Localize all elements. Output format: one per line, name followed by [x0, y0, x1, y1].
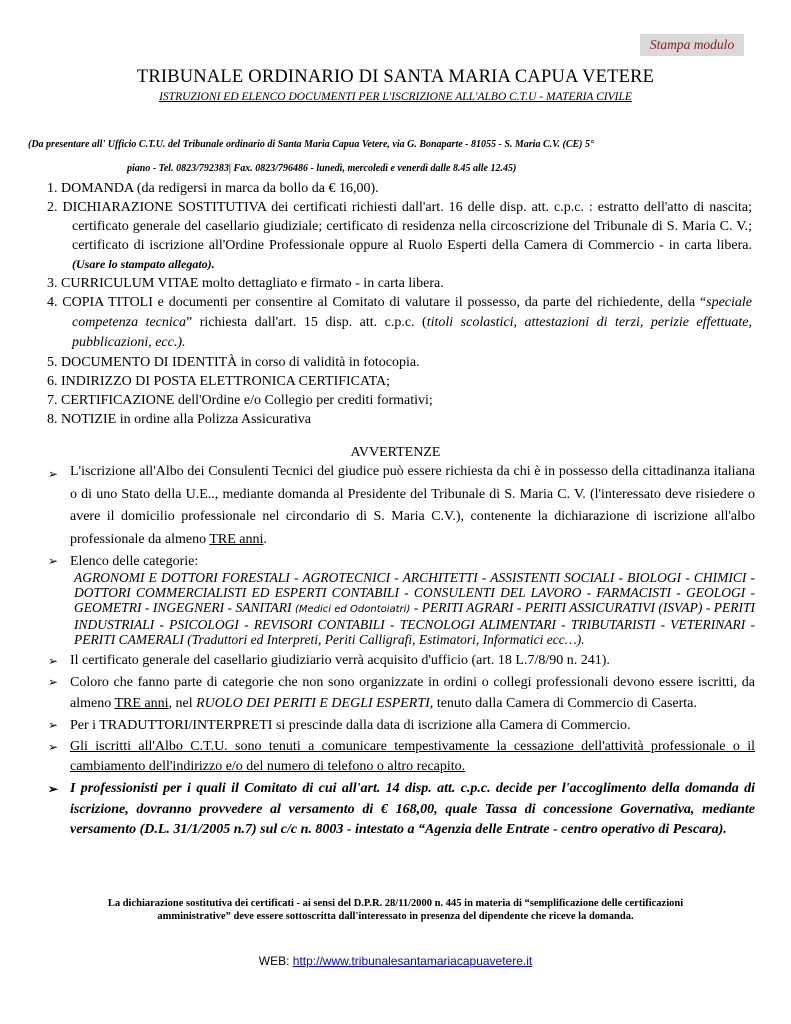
- item-text: 6. INDIRIZZO DI POSTA ELETTRONICA CERTIFICATA;: [47, 374, 391, 389]
- warning-text: L'iscrizione all'Albo dei Consulenti Tecnici del giudice può essere richiesta da chi è in possesso della cittadinanza italiana o di uno Stato della U.E.., mediante domanda al Presidente del Tribunale di S. Maria C. V. (l'interessato deve risiedere o avere il domicilio professionale nel circondario di S. Maria C.V.), contenente la dichiarazione di iscrizione all'albo professionale da almeno: [70, 464, 755, 547]
- office-info-line-2: piano - Tel. 0823/792383| Fax. 0823/796486 - lunedì, mercoledì e venerdì dalle 8.45 alle 12.45): [127, 163, 517, 174]
- item-text: 5. DOCUMENTO DI IDENTITÀ in corso di validità in fotocopia.: [47, 355, 420, 370]
- web-label: WEB:: [258, 954, 293, 968]
- print-form-button[interactable]: Stampa modulo: [640, 34, 744, 56]
- arrow-bullet-icon: ➢: [48, 467, 59, 481]
- categories-note: (Medici ed Odontoiatri): [294, 604, 411, 615]
- list-item: [47, 372, 752, 391]
- warning-underlined: TRE anni: [114, 696, 169, 711]
- warning-underlined: Gli iscritti all'Albo C.T.U. sono tenuti a comunicare tempestivamente la cessazione dell'attività professionale o il cambiamento dell'indirizzo e/o del numero di telefono o altro recapito.: [70, 739, 755, 774]
- arrow-bullet-icon: ➢: [48, 782, 59, 796]
- warning-text: I professionisti per i quali il Comitato di cui all'art. 14 disp. att. c.p.c. decide per l'accoglimento della domanda di iscrizione, dovranno provvedere al versamento di € 168,00, quale Tassa di concessione Governativa, mediante versamento (D.L. 31/1/2005 n.7) sul c/c n. 8003 - intestato a “Agenzia delle Entrate - centro operativo di Pescara).: [70, 781, 755, 837]
- warning-emphasis: RUOLO DEI PERITI E DEGLI ESPERTI,: [196, 696, 434, 711]
- item-emphasis: speciale competenza tecnica: [72, 295, 752, 330]
- website-link[interactable]: http://www.tribunalesantamariacapuavetere.it: [292, 954, 533, 968]
- item-text: 4. COPIA TITOLI e documenti per consentire al Comitato di valutare il possesso, da parte del richiedente, della “: [47, 295, 707, 310]
- list-item: [47, 391, 752, 410]
- list-item: [47, 179, 752, 198]
- categories-text: - PERITI AGRARI - PERITI ASSICURATIVI (ISVAP) - PERITI INDUSTRIALI - PSICOLOGI - REVISORI CONTABILI - TECNOLOGI ALIMENTARI - TRIBUTARISTI - VETERINARI - PERITI CAMERALI (Traduttori ed Interpreti, Periti Calligrafi, Estimatori, Informatici ecc…).: [74, 600, 756, 647]
- list-item: [47, 274, 752, 293]
- office-info-line-1: (Da presentare all' Ufficio C.T.U. del Tribunale ordinario di Santa Maria Capua Vetere, via G. Bonaparte - 81055 - S. Maria C.V. (CE) 5°: [28, 139, 594, 150]
- page-title: TRIBUNALE ORDINARIO DI SANTA MARIA CAPUA VETERE: [136, 67, 655, 87]
- list-item: [47, 198, 752, 274]
- web-footer: [0, 954, 791, 968]
- warning-underlined: TRE anni: [209, 531, 264, 547]
- warning-text: tenuto dalla Camera di Commercio di Caserta.: [433, 696, 697, 711]
- arrow-bullet-icon: ➢: [48, 675, 59, 689]
- warning-item: [48, 553, 755, 647]
- warning-item: [48, 672, 755, 714]
- footer-note-line: amministrative” deve essere sottoscritta dall'interessato in presenza del dipendente che riceve la domanda.: [157, 911, 634, 922]
- arrow-bullet-icon: ➢: [48, 654, 59, 668]
- warning-text: Il certificato generale del casellario giudiziario verrà acquisito d'ufficio (art. 18 L.7/8/90 n. 241).: [70, 653, 610, 668]
- warnings-list: [48, 461, 755, 841]
- warning-text: Elenco delle categorie:: [70, 554, 199, 569]
- warning-item: [48, 737, 755, 777]
- item-text: ” richiesta dall'art. 15 disp. att. c.p.c. (: [186, 315, 427, 330]
- item-text: 3. CURRICULUM VITAE molto dettagliato e firmato - in carta libera.: [47, 276, 444, 291]
- warning-text: .: [263, 531, 267, 547]
- arrow-bullet-icon: ➢: [48, 554, 59, 568]
- warning-item: [48, 651, 755, 671]
- page-subtitle: ISTRUZIONI ED ELENCO DOCUMENTI PER L'ISCRIZIONE ALL'ALBO C.T.U - MATERIA CIVILE: [159, 91, 632, 103]
- arrow-bullet-icon: ➢: [48, 740, 59, 754]
- footer-note: [20, 897, 771, 923]
- list-item: [47, 410, 752, 429]
- item-emphasis: (Usare lo stampato allegato).: [72, 257, 215, 271]
- warning-item: [48, 715, 755, 736]
- item-text: 8. NOTIZIE in ordine alla Polizza Assicurativa: [47, 412, 311, 427]
- warning-text: Coloro che fanno parte di categorie che non sono organizzate in ordini o collegi professionali devono essere iscritti, da almeno: [70, 675, 755, 711]
- footer-note-line: La dichiarazione sostitutiva dei certificati - ai sensi del D.P.R. 28/11/2000 n. 445 in materia di “semplificazione delle certificazioni: [107, 898, 684, 909]
- item-text: 2. DICHIARAZIONE SOSTITUTIVA dei certificati richiesti dall'art. 16 delle disp. att. c.p.c. : estratto dell'atto di nascita; certificato generale del casellario giudiziale; certificato di residenza nella circoscrizione del Tribunale di S. Maria C. V.; certificato di iscrizione all'Ordine Professionale oppure al Ruolo Esperti della Camera di Commercio - in carta libera.: [47, 200, 752, 253]
- warning-item: [48, 461, 755, 551]
- list-item: [47, 293, 752, 353]
- list-item: [47, 353, 752, 372]
- warnings-heading: AVVERTENZE: [350, 445, 441, 460]
- item-emphasis: titoli scolastici, attestazioni di terzi, perizie effettuate, pubblicazioni, ecc.).: [72, 315, 752, 350]
- item-text: 7. CERTIFICAZIONE dell'Ordine e/o Collegio per crediti formativi;: [47, 393, 433, 408]
- warning-text: Per i TRADUTTORI/INTERPRETI si prescinde dalla data di iscrizione alla Camera di Commercio.: [70, 718, 631, 733]
- item-text: 1. DOMANDA (da redigersi in marca da bollo da € 16,00).: [47, 181, 379, 196]
- warning-text: , nel: [168, 696, 197, 711]
- categories-text: AGRONOMI E DOTTORI FORESTALI - AGROTECNICI - ARCHITETTI - ASSISTENTI SOCIALI - BIOLOGI - CHIMICI - DOTTORI COMMERCIALISTI ED ESPERTI CONTABILI - CONSULENTI DEL LAVORO - FARMACISTI - GEOLOGI - GEOMETRI - INGEGNERI - SANITARI: [74, 570, 755, 615]
- documents-list: [47, 179, 752, 429]
- warning-item: [48, 779, 755, 841]
- categories-list: [70, 570, 755, 647]
- arrow-bullet-icon: ➢: [48, 718, 59, 732]
